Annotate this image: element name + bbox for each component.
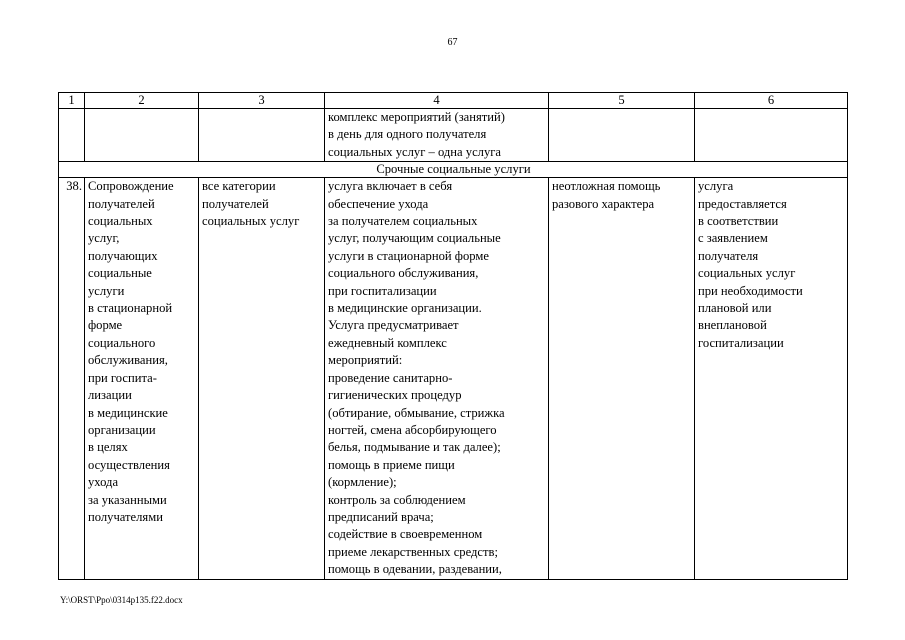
service-recipients: все категории получателей социальных услуг	[199, 178, 325, 579]
row-number: 38.	[59, 178, 85, 579]
header-col-4: 4	[325, 93, 549, 109]
section-row	[59, 162, 848, 178]
services-table	[58, 92, 848, 580]
page-number: 67	[447, 37, 458, 48]
continuation-cell-3	[199, 109, 325, 162]
header-col-3: 3	[199, 93, 325, 109]
continuation-cell-2	[85, 109, 199, 162]
continuation-cell-6	[695, 109, 848, 162]
section-title: Срочные социальные услуги	[59, 162, 848, 178]
service-conditions: услуга предоставляется в соответствии с заявлением получателя социальных услуг при необходимости плановой или внеплановой госпитализации	[695, 178, 848, 579]
continuation-cell-1	[59, 109, 85, 162]
service-description: услуга включает в себя обеспечение ухода за получателем социальных услуг, получающим социальные услуги в стационарной форме социального обслуживания, при госпитализации в медицинские организации. Услуга предусматривает ежедневный комплекс мероприятий: проведение санитарно- гигиенических процедур (обтирание, обмывание, стрижка ногтей, смена абсорбирующего белья, подмывание и так далее); помощь в приеме пищи (кормление); контроль за соблюдением предписаний врача; содействие в своевременном приеме лекарственных средств; помощь в одевании, раздевании,	[325, 178, 549, 579]
header-row	[59, 93, 848, 109]
header-col-1: 1	[59, 93, 85, 109]
header-col-5: 5	[549, 93, 695, 109]
header-col-2: 2	[85, 93, 199, 109]
footer-file-path: Y:\ORST\Ppo\0314p135.f22.docx	[60, 595, 183, 605]
service-frequency: неотложная помощь разового характера	[549, 178, 695, 579]
service-name: Сопровождение получателей социальных услуг, получающих социальные услуги в стационарной форме социального обслуживания, при госпита- лизации в медицинские организации в целях осуществления ухода за указанными получателями	[85, 178, 199, 579]
header-col-6: 6	[695, 93, 848, 109]
continuation-row	[59, 109, 848, 162]
table-row	[59, 178, 848, 579]
continuation-cell-4: комплекс мероприятий (занятий) в день для одного получателя социальных услуг – одна услуга	[325, 109, 549, 162]
continuation-cell-5	[549, 109, 695, 162]
